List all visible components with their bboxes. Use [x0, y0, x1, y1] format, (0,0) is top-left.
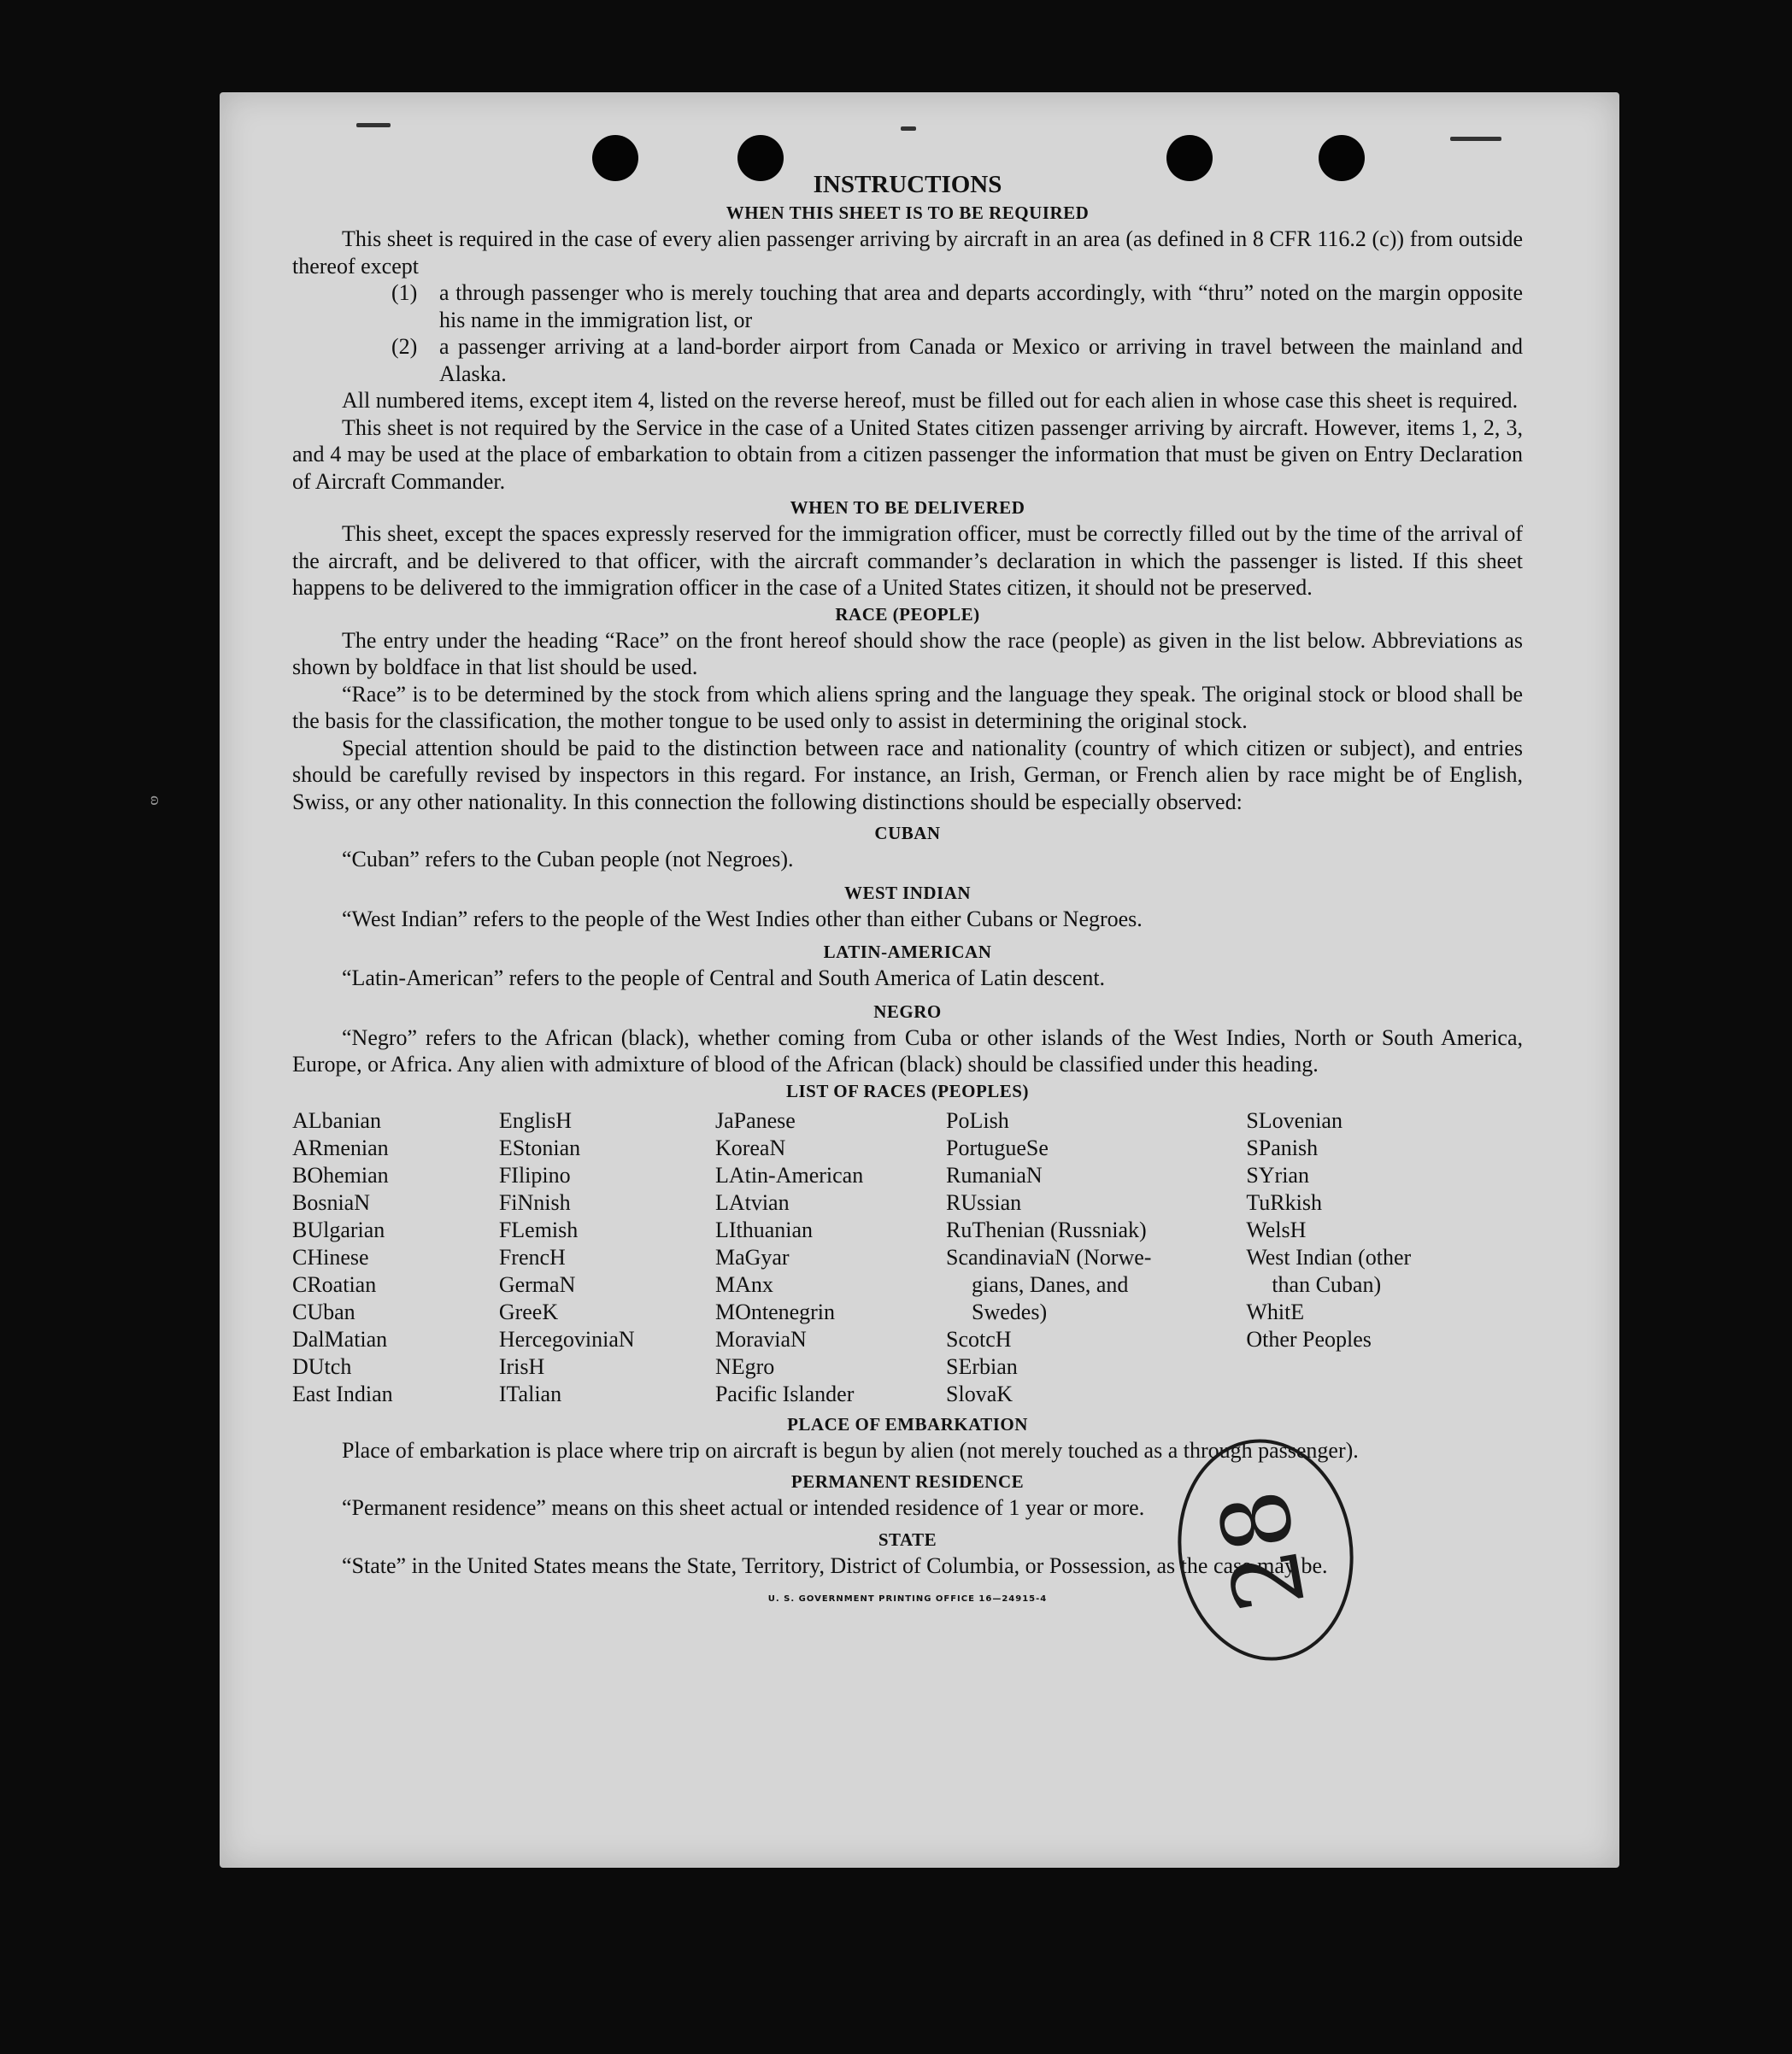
race-entry: EnglisH: [498, 1107, 573, 1133]
race-entry: Pacific Islander: [714, 1381, 855, 1406]
race-entry: West Indian (other: [1246, 1244, 1412, 1270]
race-entry: CRoatian: [292, 1271, 377, 1297]
race-entry: SErbian: [946, 1353, 1018, 1379]
race-entry: CUban: [292, 1299, 355, 1324]
race-entry: ScotcH: [946, 1326, 1012, 1352]
race-entry: GermaN: [498, 1271, 576, 1297]
list-item: [391, 279, 1523, 333]
heading-list-of-races: LIST OF RACES (PEOPLES): [786, 1080, 1029, 1101]
paragraph: This sheet is required in the case of every alien passenger arriving by aircraft in an area (as defined in 8 CFR 116.2 (c)) from outside thereof except: [292, 226, 1523, 279]
race-entry: CHinese: [292, 1244, 369, 1270]
race-entry: East Indian: [292, 1381, 393, 1406]
race-entry-continued: Swedes): [972, 1299, 1048, 1324]
race-entry: BOhemian: [292, 1162, 389, 1188]
paragraph: This sheet, except the spaces expressly reserved for the immigration officer, must be correctly filled out by the time of the arrival of the aircraft, and be delivered to that officer, with the aircraft commander’s declaration in which the passenger is listed. If this sheet happens to be delivered to the immigration officer in the case of a United States citizen, it should not be preserved.: [292, 521, 1523, 600]
heading-negro: NEGRO: [873, 1001, 942, 1022]
races-column-4: [946, 1107, 1173, 1408]
race-entry: SLovenian: [1246, 1107, 1343, 1133]
race-entry: BUlgarian: [292, 1217, 385, 1242]
heading-permanent-residence: PERMANENT RESIDENCE: [790, 1471, 1025, 1492]
heading-when-delivered: WHEN TO BE DELIVERED: [790, 497, 1025, 518]
speck: [356, 123, 391, 127]
race-entry: SPanish: [1246, 1135, 1319, 1160]
races-table: [292, 1107, 1523, 1408]
race-entry: WhitE: [1246, 1299, 1305, 1324]
paragraph: “Race” is to be determined by the stock from which aliens spring and the language they speak. The original stock or blood shall be the basis for the classification, the mother tongue to be used only to assist in determining the original stock.: [292, 681, 1523, 733]
race-entry: PoLish: [946, 1107, 1009, 1133]
race-entry: PortugueSe: [946, 1135, 1049, 1160]
heading-latin-american: LATIN-AMERICAN: [823, 942, 992, 962]
margin-mark: ʚ: [150, 788, 159, 809]
heading-when-required: WHEN THIS SHEET IS TO BE REQUIRED: [726, 202, 1090, 223]
race-entry: ITalian: [498, 1381, 562, 1406]
paragraph: “West Indian” refers to the people of the West Indies other than either Cubans or Negroes.: [342, 906, 1143, 931]
race-entry: LAtvian: [714, 1189, 790, 1215]
speck: [901, 126, 916, 131]
item-number: (2): [391, 334, 418, 359]
races-column-1: [292, 1107, 499, 1408]
races-column-2: [499, 1107, 715, 1408]
list-item: [391, 333, 1523, 387]
heading-cuban: CUBAN: [874, 823, 941, 843]
race-entry: TuRkish: [1246, 1189, 1322, 1215]
race-entry: DUtch: [292, 1353, 352, 1379]
race-entry: ScandinaviaN (Norwe-: [946, 1244, 1152, 1270]
paragraph: The entry under the heading “Race” on the front hereof should show the race (people) as given in the list below. Abbreviations as shown by boldface in that list should be used.: [292, 627, 1523, 679]
paragraph: All numbered items, except item 4, listed on the reverse hereof, must be filled out for each alien in whose case this sheet is required.: [342, 388, 1519, 413]
race-entry: LIthuanian: [714, 1217, 814, 1242]
race-entry: RuThenian (Russniak): [946, 1217, 1147, 1242]
speck: [1450, 137, 1501, 141]
race-entry: MaGyar: [714, 1244, 790, 1270]
race-entry: Other Peoples: [1246, 1326, 1372, 1352]
race-entry: ARmenian: [292, 1135, 389, 1160]
race-entry: LAtin-American: [714, 1162, 864, 1188]
item-number: (1): [391, 280, 418, 305]
race-entry: FrencH: [498, 1244, 566, 1270]
heading-race: RACE (PEOPLE): [835, 603, 980, 625]
instructions-body: [292, 169, 1523, 1613]
race-entry: FiNnish: [498, 1189, 571, 1215]
paragraph: Special attention should be paid to the distinction between race and nationality (country of which citizen or subject), and entries should be carefully revised by inspectors in this regard. For instance, an Irish, German, or French alien by race might be of English, Swiss, or any other nationality. In this connection the following distinctions should be especially observed:: [292, 735, 1523, 814]
document-page: [220, 92, 1619, 1868]
page-title: INSTRUCTIONS: [813, 171, 1002, 198]
stamp-number: 28: [1197, 1482, 1327, 1619]
paragraph: “Negro” refers to the African (black), whether coming from Cuba or other islands of the West Indies, North or South America, Europe, or Africa. Any alien with admixture of blood of the African (black) should be classified under this heading.: [292, 1024, 1523, 1077]
item-text: a passenger arriving at a land-border airport from Canada or Mexico or arriving in travel between the mainland and Alaska.: [439, 334, 1523, 386]
race-entry: KoreaN: [714, 1135, 786, 1160]
race-entry-continued: gians, Danes, and: [972, 1271, 1129, 1297]
race-entry: BosniaN: [292, 1189, 370, 1215]
race-entry: FIlipino: [498, 1162, 571, 1188]
race-entry: WelsH: [1246, 1217, 1307, 1242]
race-entry: JaPanese: [714, 1107, 796, 1133]
race-entry: MAnx: [714, 1271, 773, 1297]
heading-state: STATE: [878, 1529, 937, 1550]
race-entry: ALbanian: [292, 1107, 381, 1133]
race-entry-continued: than Cuban): [1272, 1271, 1382, 1297]
paragraph: Place of embarkation is place where trip on aircraft is begun by alien (not merely touched as a through passenger).: [342, 1437, 1359, 1463]
races-column-5: [1246, 1107, 1523, 1408]
race-entry: GreeK: [498, 1299, 559, 1324]
race-entry: DalMatian: [292, 1326, 388, 1352]
heading-embarkation: PLACE OF EMBARKATION: [787, 1413, 1028, 1435]
race-entry: SYrian: [1246, 1162, 1309, 1188]
printer-imprint: U. S. GOVERNMENT PRINTING OFFICE 16—24915-4: [767, 1594, 1048, 1604]
race-entry: RUssian: [946, 1189, 1022, 1215]
race-entry: EStonian: [498, 1135, 581, 1160]
handwritten-circled-number: [1166, 1425, 1365, 1675]
heading-west-indian: WEST INDIAN: [843, 882, 972, 903]
race-entry: SlovaK: [946, 1381, 1014, 1406]
paragraph: “State” in the United States means the State, Territory, District of Columbia, or Possession, as the case may be.: [342, 1552, 1328, 1578]
race-entry: HercegoviniaN: [498, 1326, 635, 1352]
race-entry: IrisH: [498, 1353, 545, 1379]
race-entry: NEgro: [714, 1353, 775, 1379]
race-entry: FLemish: [498, 1217, 579, 1242]
paragraph: “Latin-American” refers to the people of Central and South America of Latin descent.: [342, 965, 1106, 990]
item-text: a through passenger who is merely touching that area and departs accordingly, with “thru” noted on the margin opposite his name in the immigration list, or: [439, 280, 1523, 332]
paragraph: “Permanent residence” means on this sheet actual or intended residence of 1 year or more.: [342, 1495, 1145, 1520]
race-entry: MoraviaN: [714, 1326, 807, 1352]
paragraph: “Cuban” refers to the Cuban people (not Negroes).: [342, 847, 794, 871]
races-column-3: [715, 1107, 946, 1408]
race-entry: RumaniaN: [946, 1162, 1043, 1188]
exception-list: [391, 279, 1523, 387]
race-entry: MOntenegrin: [714, 1299, 836, 1324]
paragraph: This sheet is not required by the Service in the case of a United States citizen passenger arriving by aircraft. However, items 1, 2, 3, and 4 may be used at the place of embarkation to obtain from a citizen passenger the information that must be given on Entry Declaration of Aircraft Commander.: [292, 414, 1523, 494]
